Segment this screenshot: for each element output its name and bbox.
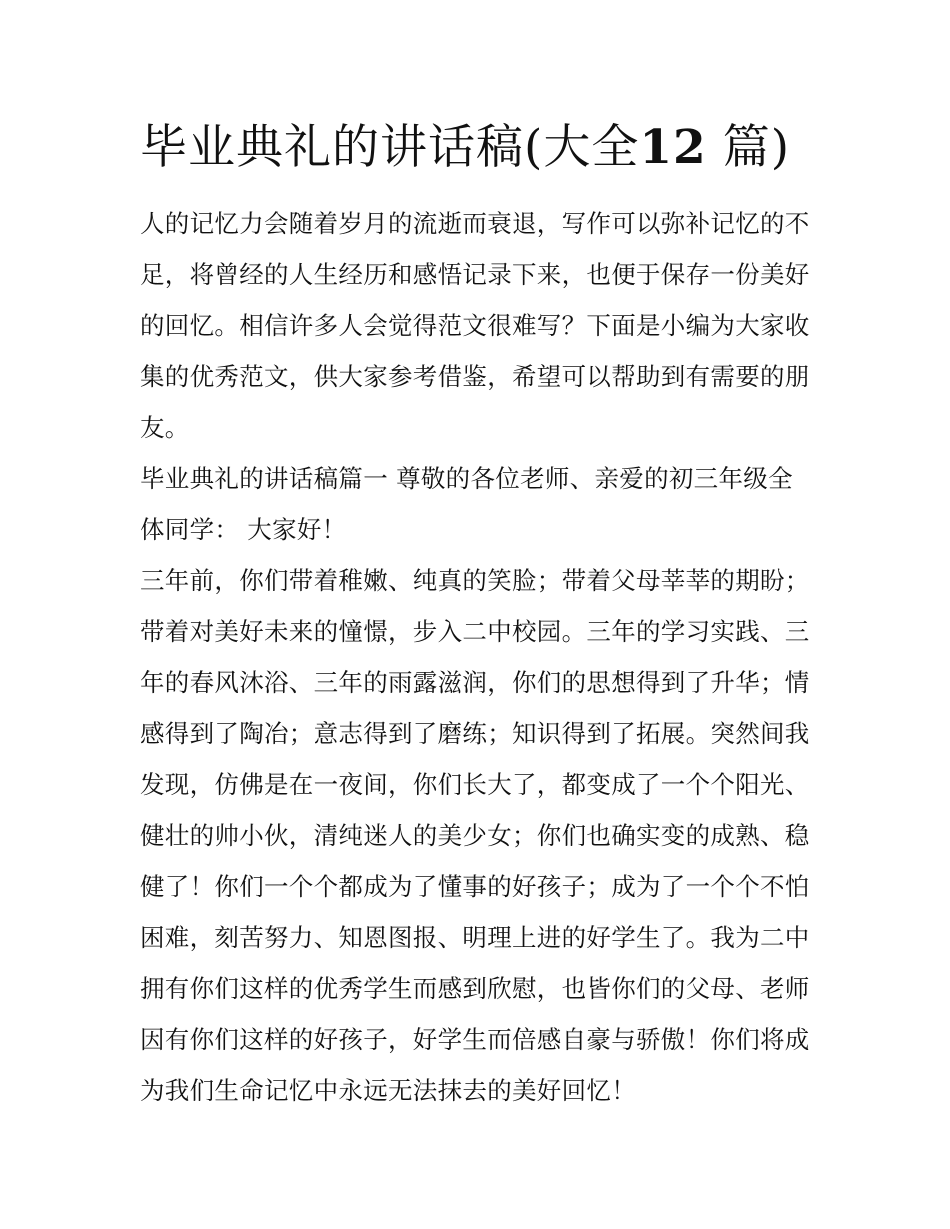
document-body: [140, 198, 810, 1116]
speech-paragraph: [140, 555, 810, 1116]
speech-line: 为我们生命记忆中永远无法抹去的美好回忆！: [140, 1076, 636, 1105]
title-suffix: 篇): [722, 120, 791, 175]
speech-line: 发现，仿佛是在一夜间，你们长大了，都变成了一个个阳光、: [140, 770, 810, 799]
title-prefix: 毕业典礼的讲话稿(大全: [140, 120, 640, 175]
speech-line: 感得到了陶冶；意志得到了磨练；知识得到了拓展。突然间我: [140, 719, 810, 748]
intro-line: 足，将曾经的人生经历和感悟记录下来，也便于保存一份美好: [140, 260, 810, 289]
document-title: [140, 118, 840, 178]
speech-line: 因有你们这样的好孩子，好学生而倍感自豪与骄傲！你们将成: [140, 1025, 810, 1054]
section-heading-paragraph: [140, 453, 810, 555]
intro-paragraph: [140, 198, 810, 453]
speech-line: 带着对美好未来的憧憬，步入二中校园。三年的学习实践、三: [140, 617, 810, 646]
intro-line: 友。: [140, 413, 190, 442]
intro-line: 人的记忆力会随着岁月的流逝而衰退，写作可以弥补记忆的不: [140, 209, 810, 238]
speech-line: 三年前，你们带着稚嫩、纯真的笑脸；带着父母莘莘的期盼；: [140, 566, 810, 595]
intro-line: 集的优秀范文，供大家参考借鉴，希望可以帮助到有需要的朋: [140, 362, 810, 391]
title-number: 12: [639, 120, 707, 175]
intro-line: 的回忆。相信许多人会觉得范文很难写？下面是小编为大家收: [140, 311, 810, 340]
speech-line: 拥有你们这样的优秀学生而感到欣慰，也皆你们的父母、老师: [140, 974, 810, 1003]
speech-line: 健了！你们一个个都成为了懂事的好孩子；成为了一个个不怕: [140, 872, 810, 901]
speech-line: 健壮的帅小伙，清纯迷人的美少女；你们也确实变的成熟、稳: [140, 821, 810, 850]
speech-line: 年的春风沐浴、三年的雨露滋润，你们的思想得到了升华；情: [140, 668, 810, 697]
speech-line: 困难，刻苦努力、知恩图报、明理上进的好学生了。我为二中: [140, 923, 810, 952]
section-line: 毕业典礼的讲话稿篇一 尊敬的各位老师、亲爱的初三年级全: [140, 464, 793, 493]
section-line: 体同学： 大家好！: [140, 515, 347, 544]
